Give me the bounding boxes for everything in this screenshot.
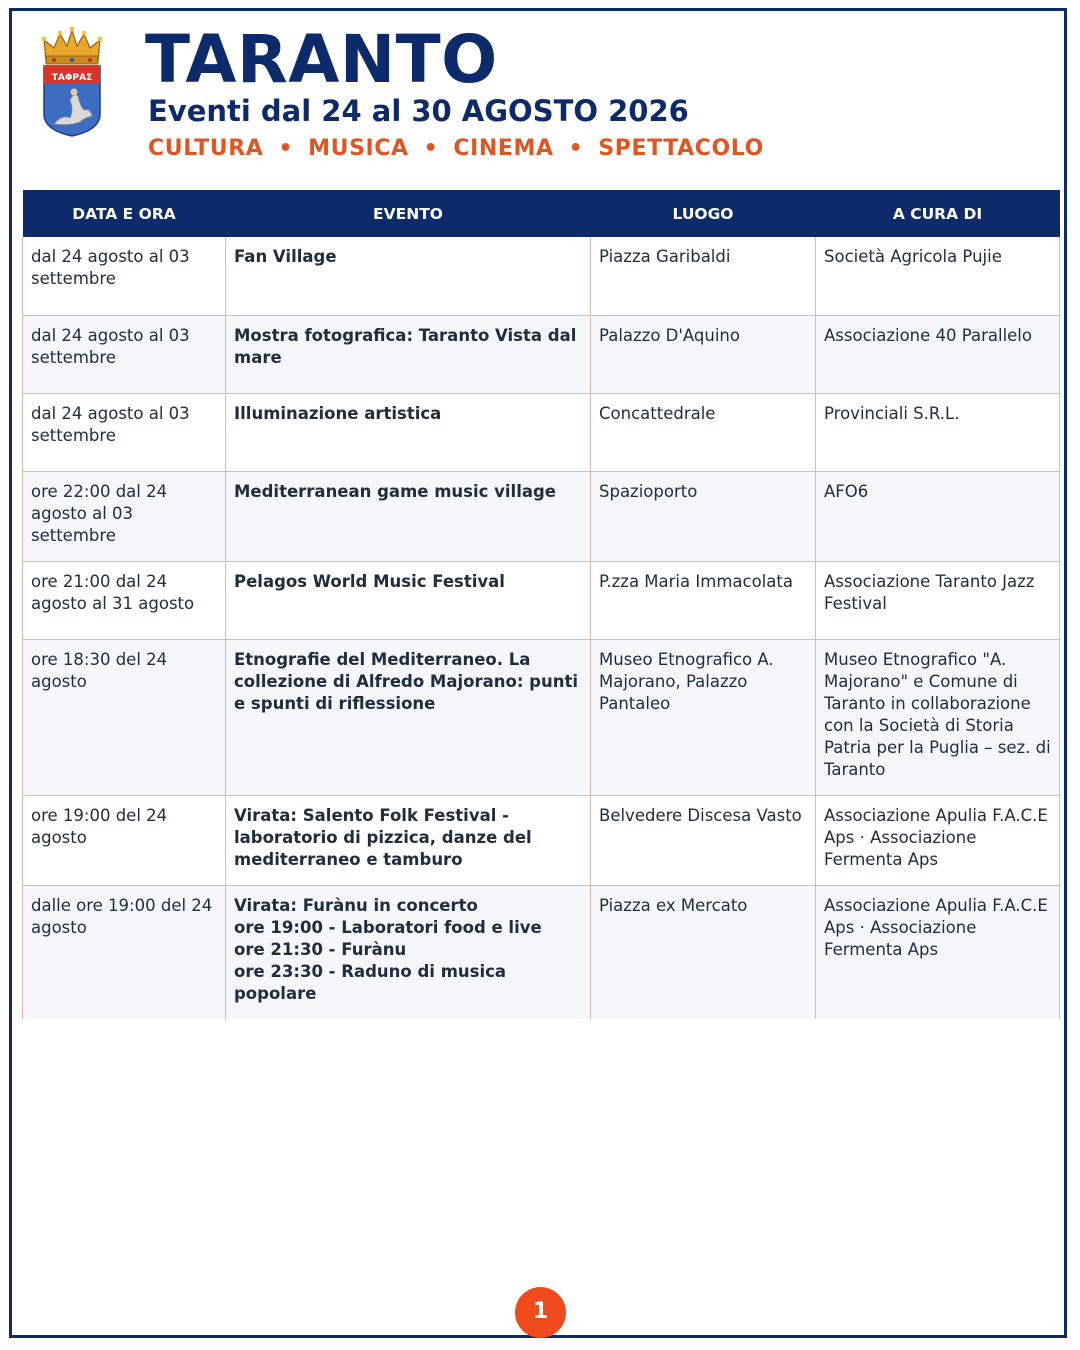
cell-organizer: Provinciali S.R.L.: [816, 393, 1060, 471]
cell-event: [226, 315, 591, 393]
category-cinema: CINEMA: [453, 136, 554, 161]
table-row: [23, 237, 1060, 315]
table-row: [23, 393, 1060, 471]
event-line: Mostra fotografica: Taranto Vista dal mare: [234, 325, 577, 367]
cell-place: Piazza Garibaldi: [591, 237, 816, 315]
page-subtitle: Eventi dal 24 al 30 AGOSTO 2026: [148, 94, 689, 128]
category-separator: •: [568, 136, 584, 161]
cell-place: Museo Etnografico A. Majorano, Palazzo Pantaleo: [591, 639, 816, 795]
cell-date: ore 18:30 del 24 agosto: [23, 639, 226, 795]
event-line: Etnografie del Mediterraneo. La collezione di Alfredo Majorano: punti e spunti di riflessione: [234, 649, 579, 713]
event-line: Illuminazione artistica: [234, 403, 442, 423]
column-header-event: EVENTO: [226, 190, 591, 237]
events-table: [22, 190, 1060, 1019]
table-row: [23, 471, 1060, 561]
cell-date: dal 24 agosto al 03 settembre: [23, 315, 226, 393]
cell-organizer: Associazione Taranto Jazz Festival: [816, 561, 1060, 639]
column-header-place: LUOGO: [591, 190, 816, 237]
cell-organizer: AFO6: [816, 471, 1060, 561]
table-row: [23, 561, 1060, 639]
category-spettacolo: SPETTACOLO: [598, 136, 764, 161]
category-list: [148, 134, 764, 164]
shield-icon: [44, 66, 100, 136]
table-row: [23, 795, 1060, 885]
cell-date: dal 24 agosto al 03 settembre: [23, 237, 226, 315]
cell-date: ore 22:00 dal 24 agosto al 03 settembre: [23, 471, 226, 561]
cell-place: Spazioporto: [591, 471, 816, 561]
event-line: ore 19:00 - Laboratori food e live: [234, 917, 542, 937]
page-title: TARANTO: [145, 21, 498, 98]
cell-date: dalle ore 19:00 del 24 agosto: [23, 885, 226, 1019]
cell-organizer: Museo Etnografico "A. Majorano" e Comune di Taranto in collaborazione con la Società di Storia Patria per la Puglia – sez. di Taranto: [816, 639, 1060, 795]
category-separator: •: [278, 136, 294, 161]
column-header-date: DATA E ORA: [23, 190, 226, 237]
crest-motto: ΤΑΦΡΑΣ: [51, 73, 93, 83]
cell-event: [226, 393, 591, 471]
cell-date: dal 24 agosto al 03 settembre: [23, 393, 226, 471]
cell-organizer: Associazione 40 Parallelo: [816, 315, 1060, 393]
event-line: ore 23:30 - Raduno di musica popolare: [234, 961, 507, 1003]
table-body: [23, 237, 1060, 1019]
crown-icon: [42, 27, 103, 64]
event-line: ore 21:30 - Furànu: [234, 939, 407, 959]
event-line: Virata: Salento Folk Festival - laboratorio di pizzica, danze del mediterraneo e tamburo: [234, 805, 532, 869]
cell-organizer: Società Agricola Pujie: [816, 237, 1060, 315]
table-row: [23, 315, 1060, 393]
cell-event: [226, 561, 591, 639]
table-header-row: [23, 190, 1060, 237]
category-cultura: CULTURA: [148, 136, 264, 161]
cell-place: Concattedrale: [591, 393, 816, 471]
cell-event: [226, 471, 591, 561]
event-line: Mediterranean game music village: [234, 481, 556, 501]
table-row: [23, 639, 1060, 795]
cell-event: [226, 639, 591, 795]
cell-organizer: Associazione Apulia F.A.C.E Aps · Associazione Fermenta Aps: [816, 795, 1060, 885]
event-line: Pelagos World Music Festival: [234, 571, 505, 591]
category-separator: •: [423, 136, 439, 161]
table-row: [23, 885, 1060, 1019]
cell-event: [226, 885, 591, 1019]
cell-event: [226, 237, 591, 315]
cell-place: Belvedere Discesa Vasto: [591, 795, 816, 885]
cell-date: ore 21:00 dal 24 agosto al 31 agosto: [23, 561, 226, 639]
cell-place: P.zza Maria Immacolata: [591, 561, 816, 639]
cell-organizer: Associazione Apulia F.A.C.E Aps · Associazione Fermenta Aps: [816, 885, 1060, 1019]
cell-place: Palazzo D'Aquino: [591, 315, 816, 393]
cell-event: [226, 795, 591, 885]
category-musica: MUSICA: [308, 136, 409, 161]
event-line: Fan Village: [234, 247, 337, 266]
page-number-badge: 1: [515, 1287, 566, 1338]
taranto-coat-of-arms-logo: [40, 26, 104, 138]
event-line: Virata: Furànu in concerto: [234, 895, 478, 915]
cell-place: Piazza ex Mercato: [591, 885, 816, 1019]
column-header-organizer: A CURA DI: [816, 190, 1060, 237]
cell-date: ore 19:00 del 24 agosto: [23, 795, 226, 885]
